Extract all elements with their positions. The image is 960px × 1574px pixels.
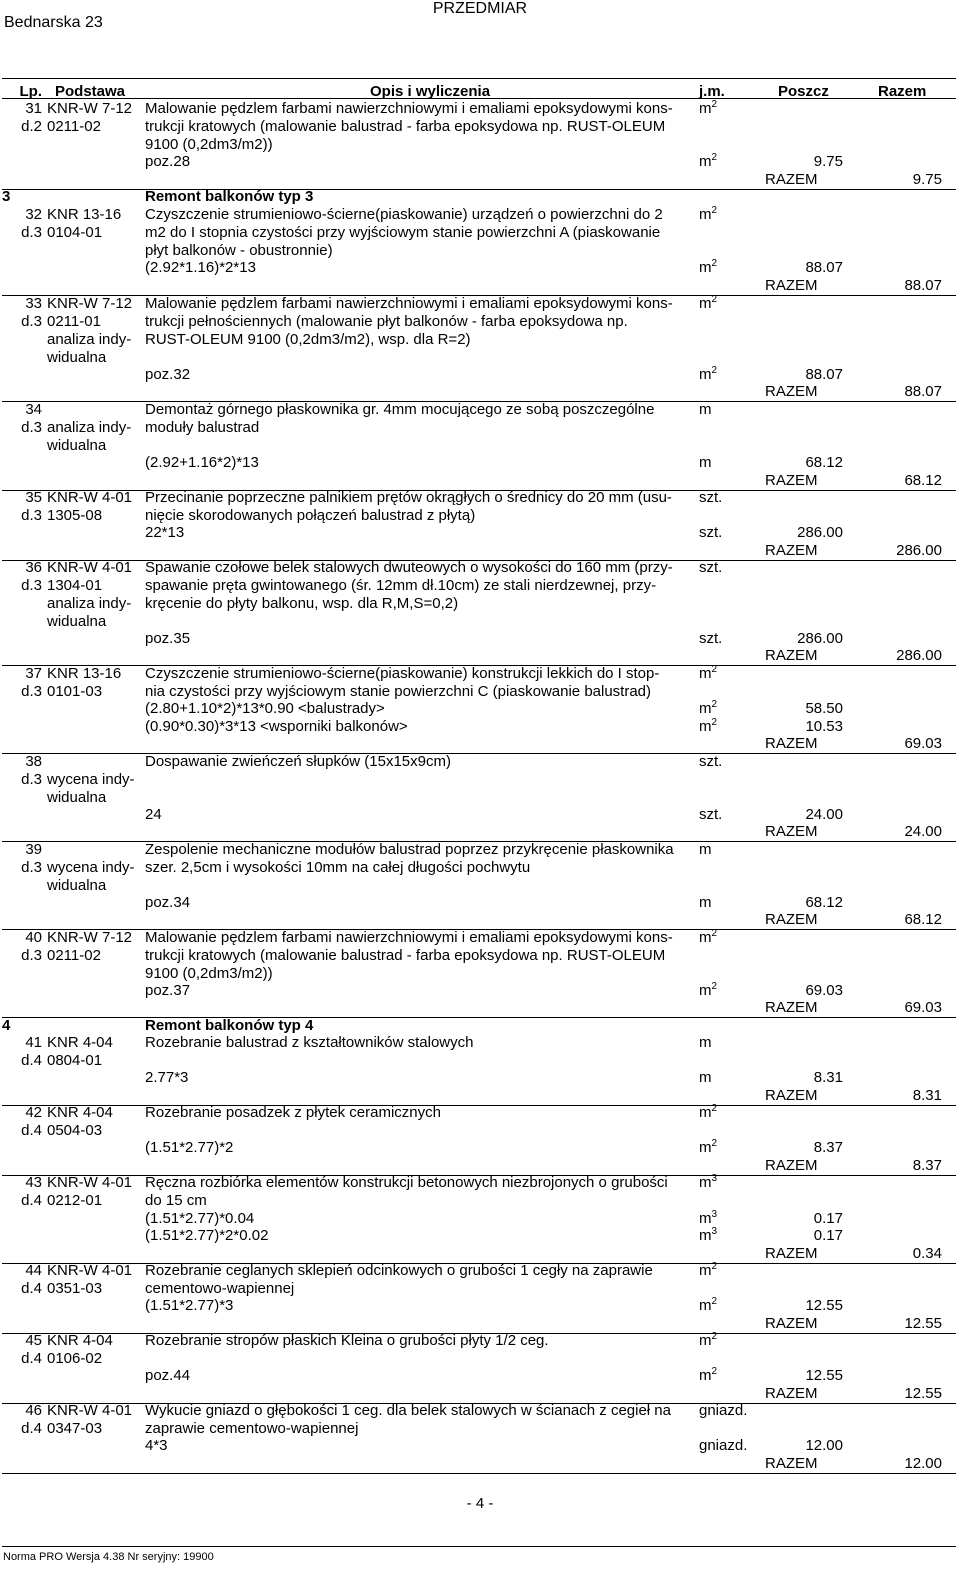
item-unit: szt. [699,559,723,576]
item-description: trukcji kratowych (malowanie balustrad - farba epoksydowa np. RUST-OLEUM [145,947,666,964]
item-lp: d.3 [21,419,42,436]
item-basis: KNR-W 4-01 [47,1174,133,1191]
item-description: (1.51*2.77)*2 [145,1139,234,1156]
item-basis: 1305-08 [47,507,103,524]
item-partial-value: 10.53 [805,718,843,735]
item-description: kręcenie do płyty balkonu, wsp. dla R,M,S=0,2) [145,595,459,612]
item-basis: widualna [47,349,107,366]
item-description: trukcji kratowych (malowanie balustrad - farba epoksydowa np. RUST-OLEUM [145,118,666,135]
item-unit: $m^2$ [699,205,718,223]
item-description: Wykucie gniazd o głębokości 1 ceg. dla belek stalowych w ścianach z cegieł na [145,1402,671,1419]
item-partial-value: 12.00 [805,1437,843,1454]
item-lp: 31 [25,100,42,117]
item-unit: $m^2$ [699,294,718,312]
item-lp: d.4 [21,1122,42,1139]
item-description: 22*13 [145,524,185,541]
item-lp: 41 [25,1034,42,1051]
item-basis: KNR-W 4-01 [47,1402,133,1419]
column-header-lp: Lp. [19,83,42,100]
item-unit: gniazd. [699,1437,748,1454]
item-lp: 35 [25,489,42,506]
item-basis: KNR-W 7-12 [47,100,133,117]
item-unit: m [699,401,712,418]
item-unit: m [699,454,712,471]
section-number: 3 [2,188,11,205]
item-lp: 36 [25,559,42,576]
item-description: poz.32 [145,366,191,383]
item-partial-value: 68.12 [805,454,843,471]
item-unit: $m^2$ [699,152,718,170]
item-basis: 0211-02 [47,947,101,964]
razem-label: RAZEM [765,1385,818,1402]
section-number: 4 [2,1017,11,1034]
item-unit: $m^2$ [699,717,718,735]
item-unit: $m^3$ [699,1209,718,1227]
item-description: poz.37 [145,982,191,999]
item-basis: 0106-02 [47,1350,103,1367]
item-description: Czyszczenie strumieniowo-ścierne(piaskowanie) konstrukcji lekkich do I stop- [145,665,660,682]
item-partial-value: 24.00 [805,806,843,823]
item-description: (1.51*2.77)*3 [145,1297,234,1314]
column-header-unit: j.m. [699,83,725,100]
razem-label: RAZEM [765,542,818,559]
item-lp: d.3 [21,577,42,594]
item-lp: 45 [25,1332,42,1349]
item-lp: d.4 [21,1052,42,1069]
document-header-location: Bednarska 23 [4,14,103,31]
item-total-value: 0.34 [912,1245,942,1262]
item-lp: d.3 [21,683,42,700]
item-description: Demontaż górnego płaskownika gr. 4mm mocującego ze sobą poszczególne [145,401,655,418]
item-lp: d.4 [21,1192,42,1209]
razem-label: RAZEM [765,1315,818,1332]
item-basis: wycena indy- [47,771,135,788]
item-description: (0.90*0.30)*3*13 <wsporniki balkonów> [145,718,408,735]
razem-label: RAZEM [765,735,818,752]
item-unit: $m^2$ [699,99,718,117]
item-basis: 0804-01 [47,1052,103,1069]
item-description: Malowanie pędzlem farbami nawierzchniowymi i emaliami epoksydowymi kons- [145,929,673,946]
section-title: Remont balkonów typ 3 [145,188,314,205]
item-partial-value: 88.07 [805,259,843,276]
item-description: poz.28 [145,153,191,170]
item-lp: d.2 [21,118,42,135]
item-description: Malowanie pędzlem farbami nawierzchniowymi i emaliami epoksydowymi kons- [145,295,673,312]
item-description: szer. 2,5cm i wysokości 10mm na całej długości pochwytu [145,859,531,876]
item-unit: $m^2$ [699,664,718,682]
item-unit: m [699,1069,712,1086]
item-description: RUST-OLEUM 9100 (0,2dm3/m2), wsp. dla R=2) [145,331,471,348]
item-total-value: 69.03 [904,999,942,1016]
item-description: Rozebranie balustrad z kształtowników stalowych [145,1034,474,1051]
item-unit: $m^2$ [699,981,718,999]
page-number: - 4 - [466,1495,494,1512]
item-basis: 0211-01 [47,313,101,330]
item-partial-value: 68.12 [805,894,843,911]
item-basis: KNR 13-16 [47,665,122,682]
item-basis: 0101-03 [47,683,103,700]
item-total-value: 88.07 [904,383,942,400]
item-separator [2,1473,956,1474]
item-basis: 0212-01 [47,1192,103,1209]
item-lp: 39 [25,841,42,858]
item-description: (2.80+1.10*2)*13*0.90 <balustrady> [145,700,385,717]
razem-label: RAZEM [765,1245,818,1262]
item-total-value: 68.12 [904,472,942,489]
item-description: poz.35 [145,630,191,647]
item-lp: d.3 [21,947,42,964]
item-lp: 40 [25,929,42,946]
item-description: Dospawanie zwieńczeń słupków (15x15x9cm) [145,753,451,770]
section-title: Remont balkonów typ 4 [145,1017,314,1034]
item-unit: $m^3$ [699,1173,718,1191]
razem-label: RAZEM [765,911,818,928]
item-description: Malowanie pędzlem farbami nawierzchniowymi i emaliami epoksydowymi kons- [145,100,673,117]
item-description: trukcji pełnościennych (malowanie płyt balkonów - farba epoksydowa np. [145,313,628,330]
item-description: cementowo-wapiennej [145,1280,295,1297]
razem-label: RAZEM [765,647,818,664]
item-basis: KNR 4-04 [47,1332,113,1349]
item-description: Rozebranie stropów płaskich Kleina o grubości płyty 1/2 ceg. [145,1332,549,1349]
item-unit: m [699,841,712,858]
item-lp: d.4 [21,1350,42,1367]
item-description: 9100 (0,2dm3/m2)) [145,136,273,153]
item-lp: 33 [25,295,42,312]
item-partial-value: 12.55 [805,1367,843,1384]
item-unit: $m^2$ [699,699,718,717]
item-description: 4*3 [145,1437,168,1454]
item-unit: $m^2$ [699,1331,718,1349]
table-header-rule [2,98,956,99]
item-total-value: 24.00 [904,823,942,840]
item-basis: analiza indy- [47,419,132,436]
item-description: Rozebranie posadzek z płytek ceramicznych [145,1104,441,1121]
item-unit: m [699,894,712,911]
item-unit: $m^2$ [699,1261,718,1279]
item-description: Czyszczenie strumieniowo-ścierne(piaskowanie) urządzeń o powierzchni do 2 [145,206,663,223]
item-description: moduły balustrad [145,419,260,436]
item-description: 2.77*3 [145,1069,189,1086]
item-partial-value: 69.03 [805,982,843,999]
item-total-value: 88.07 [904,277,942,294]
item-lp: 43 [25,1174,42,1191]
item-unit: szt. [699,524,723,541]
item-basis: 1304-01 [47,577,103,594]
item-basis: KNR-W 4-01 [47,559,133,576]
item-lp: d.3 [21,771,42,788]
item-partial-value: 88.07 [805,366,843,383]
item-unit: m [699,1034,712,1051]
item-lp: d.3 [21,507,42,524]
item-partial-value: 0.17 [813,1210,843,1227]
item-total-value: 12.55 [904,1315,942,1332]
item-unit: gniazd. [699,1402,748,1419]
column-header-basis: Podstawa [55,83,126,100]
item-basis: analiza indy- [47,331,132,348]
razem-label: RAZEM [765,171,818,188]
item-basis: KNR-W 7-12 [47,929,133,946]
item-basis: widualna [47,789,107,806]
razem-label: RAZEM [765,823,818,840]
item-basis: KNR 4-04 [47,1104,113,1121]
item-basis: widualna [47,437,107,454]
item-unit: szt. [699,753,723,770]
footer-rule [2,1546,956,1547]
item-lp: 42 [25,1104,42,1121]
item-description: do 15 cm [145,1192,207,1209]
item-description: (2.92+1.16*2)*13 [145,454,259,471]
item-lp: 44 [25,1262,42,1279]
document-header-title: PRZEDMIAR [432,0,528,17]
item-basis: KNR 13-16 [47,206,122,223]
item-partial-value: 286.00 [797,524,843,541]
item-basis: 0504-03 [47,1122,103,1139]
item-basis: 0351-03 [47,1280,103,1297]
item-basis: widualna [47,613,107,630]
razem-label: RAZEM [765,1087,818,1104]
item-description: Ręczna rozbiórka elementów konstrukcji betonowych niezbrojonych o grubości [145,1174,668,1191]
item-unit: $m^2$ [699,1103,718,1121]
item-description: (1.51*2.77)*0.04 [145,1210,255,1227]
item-unit: szt. [699,489,723,506]
razem-label: RAZEM [765,383,818,400]
software-footer: Norma PRO Wersja 4.38 Nr seryjny: 19900 [3,1551,214,1563]
item-unit: $m^2$ [699,1138,718,1156]
item-unit: $m^2$ [699,258,718,276]
table-top-rule [2,78,956,79]
razem-label: RAZEM [765,472,818,489]
item-basis: 0211-02 [47,118,101,135]
item-unit: szt. [699,630,723,647]
item-description: (1.51*2.77)*2*0.02 [145,1227,269,1244]
item-unit: $m^2$ [699,365,718,383]
item-lp: 34 [25,401,42,418]
item-total-value: 8.37 [912,1157,942,1174]
item-basis: 0347-03 [47,1420,103,1437]
item-partial-value: 58.50 [805,700,843,717]
item-lp: 46 [25,1402,42,1419]
item-partial-value: 286.00 [797,630,843,647]
item-description: 24 [145,806,162,823]
item-unit: $m^2$ [699,1296,718,1314]
item-basis: wycena indy- [47,859,135,876]
item-description: Zespolenie mechaniczne modułów balustrad poprzez przykręcenie płaskownika [145,841,674,858]
razem-label: RAZEM [765,1455,818,1472]
item-lp: d.3 [21,313,42,330]
item-lp: d.3 [21,224,42,241]
item-partial-value: 12.55 [805,1297,843,1314]
item-partial-value: 9.75 [813,153,843,170]
item-description: nięcie skorodowanych połączeń balustrad z płytą) [145,507,476,524]
item-basis: widualna [47,877,107,894]
item-description: nia czystości przy wyjściowym stanie powierzchni C (piaskowanie balustrad) [145,683,652,700]
column-header-total: Razem [878,83,927,100]
item-description: poz.44 [145,1367,191,1384]
item-total-value: 286.00 [896,542,942,559]
item-basis: KNR-W 4-01 [47,489,133,506]
razem-label: RAZEM [765,999,818,1016]
item-description: zaprawie cementowo-wapiennej [145,1420,359,1437]
item-total-value: 12.00 [904,1455,942,1472]
item-total-value: 9.75 [912,171,942,188]
item-total-value: 12.55 [904,1385,942,1402]
item-unit: $m^2$ [699,1366,718,1384]
item-total-value: 69.03 [904,735,942,752]
item-total-value: 286.00 [896,647,942,664]
item-description: poz.34 [145,894,191,911]
item-lp: 32 [25,206,42,223]
item-unit: $m^2$ [699,928,718,946]
item-description: (2.92*1.16)*2*13 [145,259,256,276]
item-basis: KNR 4-04 [47,1034,113,1051]
item-partial-value: 0.17 [813,1227,843,1244]
item-basis: analiza indy- [47,595,132,612]
item-total-value: 8.31 [912,1087,942,1104]
item-unit: szt. [699,806,723,823]
item-lp: d.4 [21,1280,42,1297]
razem-label: RAZEM [765,1157,818,1174]
item-lp: 38 [25,753,42,770]
item-description: płyt balkonów - obustronnie) [145,242,333,259]
item-description: Rozebranie ceglanych sklepień odcinkowych o grubości 1 cegły na zaprawie [145,1262,653,1279]
item-basis: 0104-01 [47,224,103,241]
item-description: m2 do I stopnia czystości przy wyjściowym stanie powierzchni A (piaskowanie [145,224,661,241]
item-description: Przecinanie poprzeczne palnikiem prętów okrągłych o średnicy do 20 mm (usu- [145,489,672,506]
item-unit: $m^3$ [699,1226,718,1244]
item-partial-value: 8.31 [813,1069,843,1086]
item-partial-value: 8.37 [813,1139,843,1156]
item-description: 9100 (0,2dm3/m2)) [145,965,273,982]
item-lp: d.3 [21,859,42,876]
column-header-partial: Poszcz [778,83,829,100]
item-basis: KNR-W 4-01 [47,1262,133,1279]
column-header-description: Opis i wyliczenia [370,83,491,100]
item-lp: d.4 [21,1420,42,1437]
item-description: Spawanie czołowe belek stalowych dwuteowych o wysokości do 160 mm (przy- [145,559,673,576]
item-total-value: 68.12 [904,911,942,928]
item-lp: 37 [25,665,42,682]
item-description: spawanie pręta gwintowanego (śr. 12mm dł.10cm) ze stali nierdzewnej, przy- [145,577,657,594]
item-basis: KNR-W 7-12 [47,295,133,312]
razem-label: RAZEM [765,277,818,294]
